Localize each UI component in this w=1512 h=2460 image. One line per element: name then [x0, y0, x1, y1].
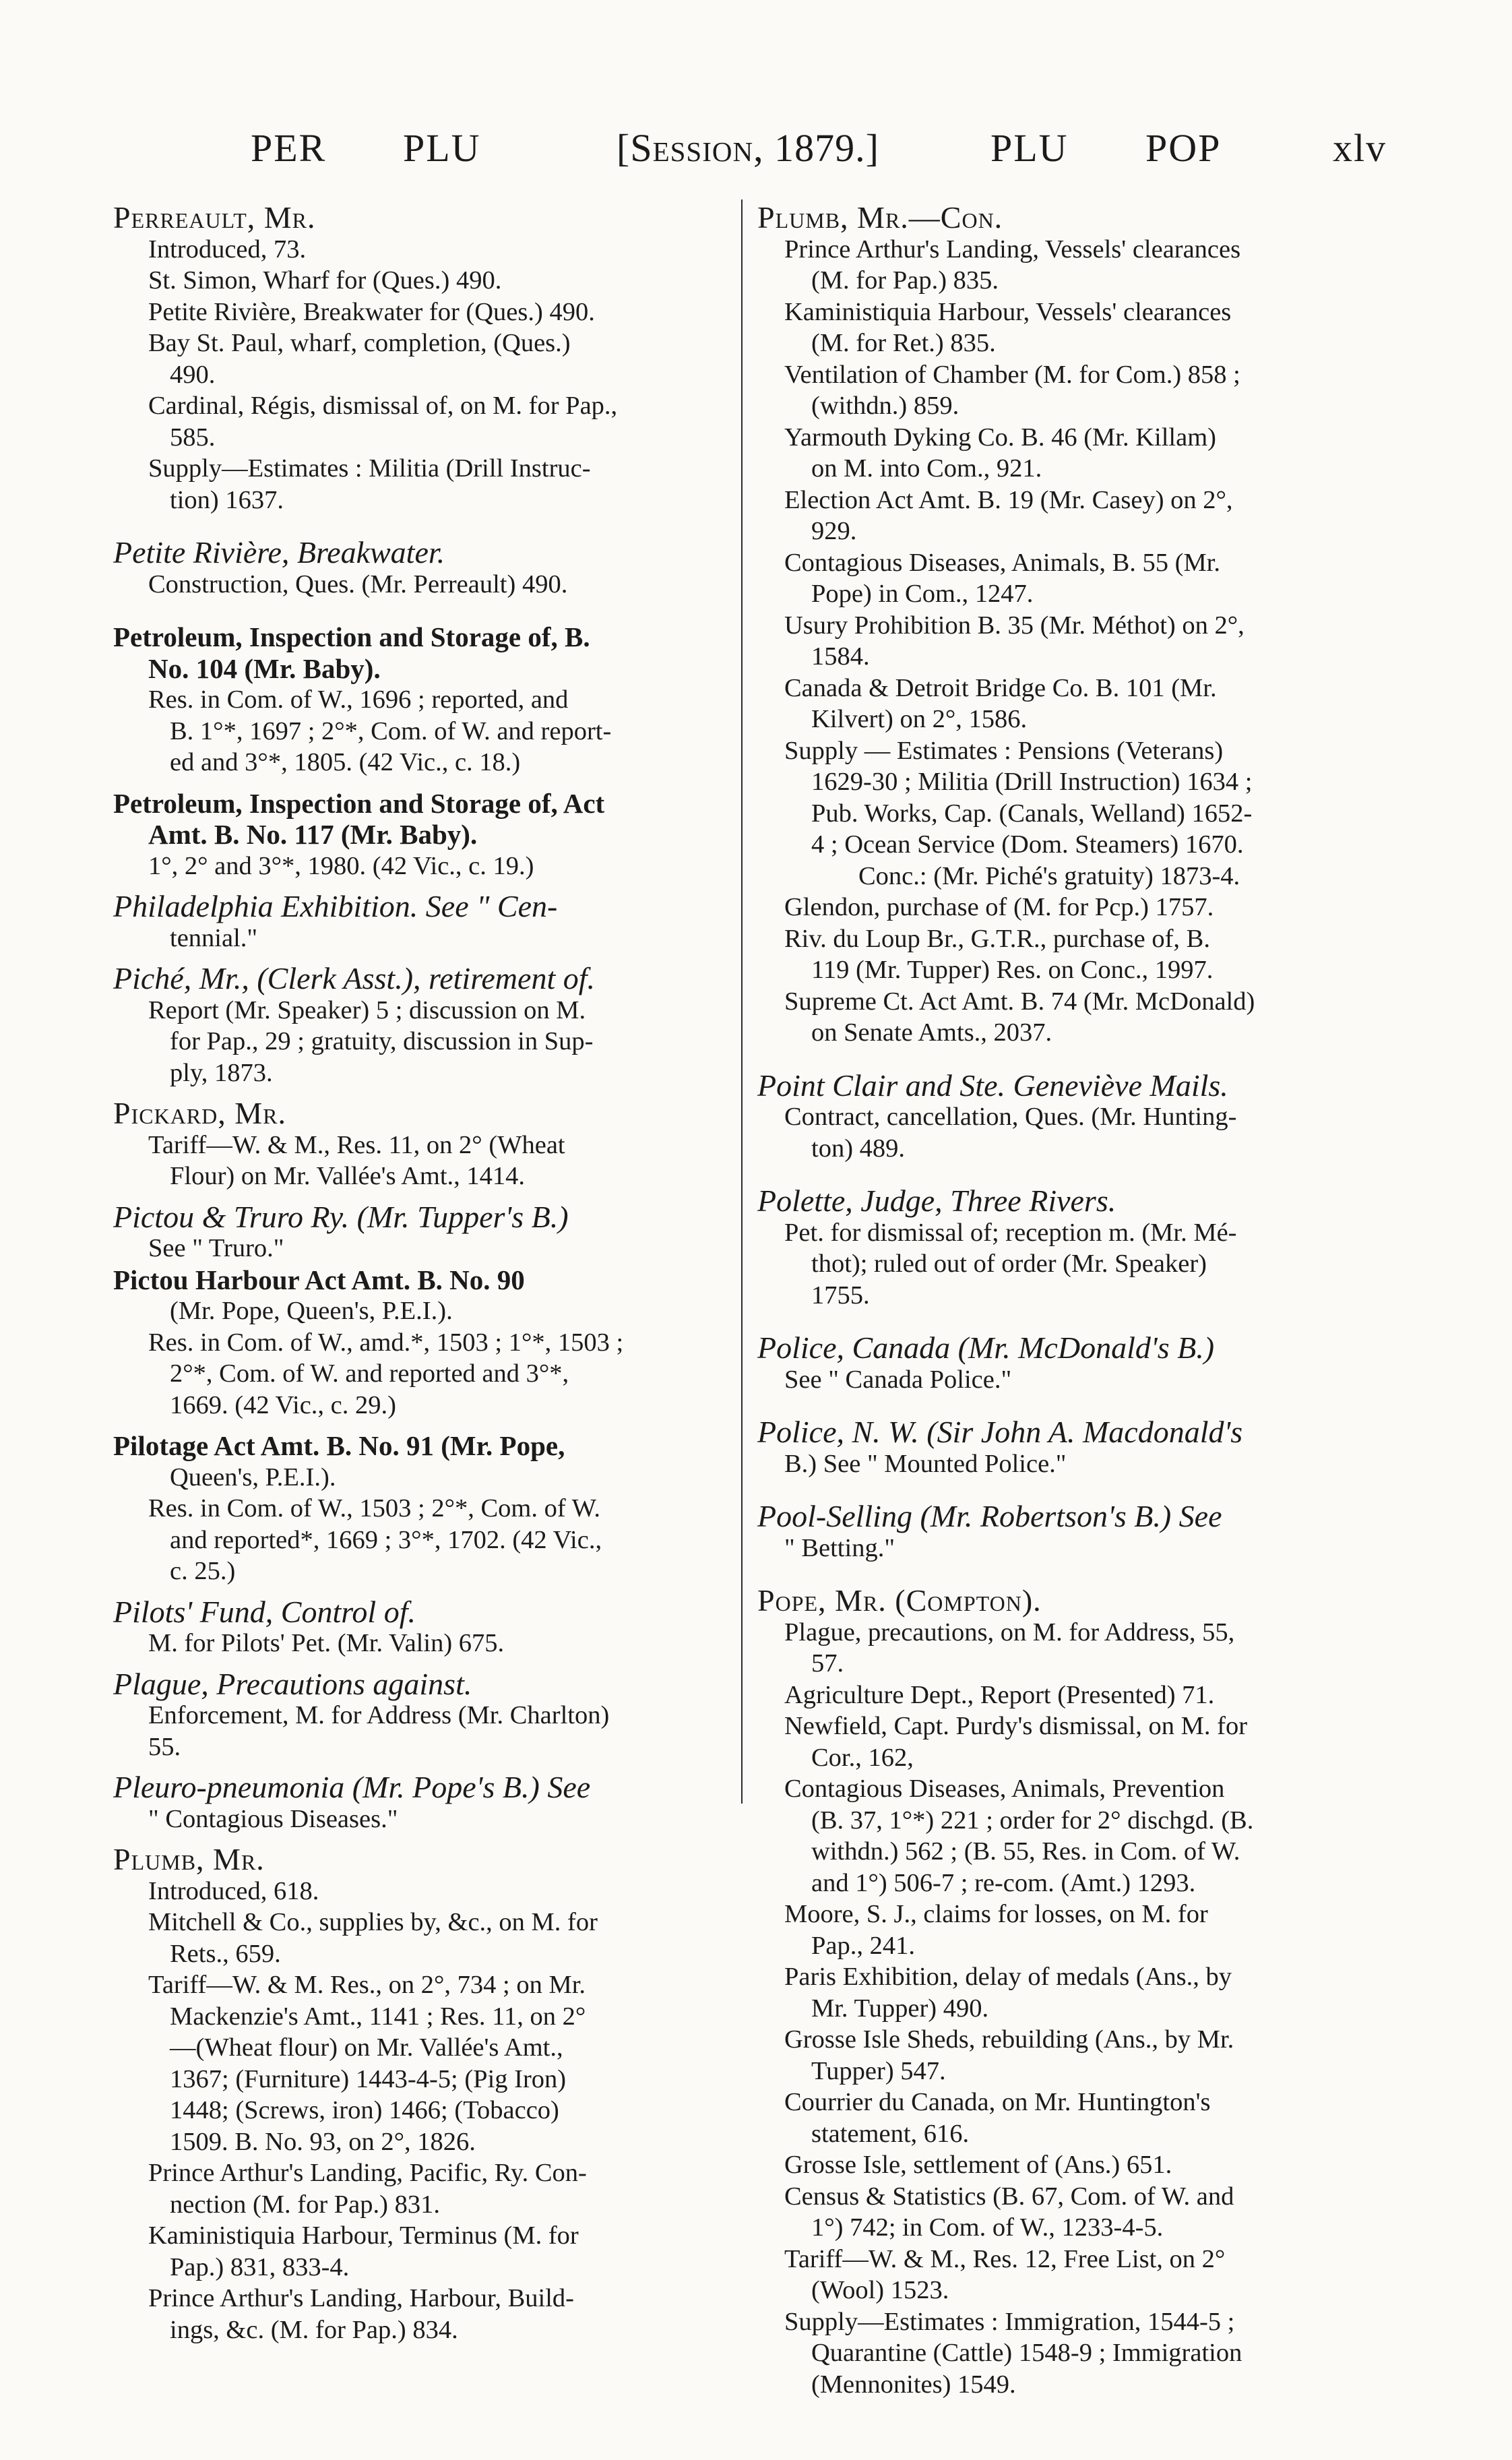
index-entry: Queen's, P.E.I.).: [170, 1463, 336, 1492]
index-entry: (withdn.) 859.: [811, 392, 959, 420]
index-entry: for Pap., 29 ; gratuity, discussion in Sup-: [170, 1027, 594, 1055]
index-entry: Mr. Tupper) 490.: [811, 1994, 989, 2023]
index-heading: Plague, Precautions against.: [113, 1666, 472, 1701]
index-entry: Mitchell & Co., supplies by, &c., on M. for: [148, 1908, 598, 1936]
index-entry: Tupper) 547.: [811, 2056, 946, 2085]
index-entry: Tariff—W. & M. Res., on 2°, 734 ; on Mr.: [148, 1971, 586, 1999]
index-entry: 119 (Mr. Tupper) Res. on Conc., 1997.: [811, 956, 1214, 984]
index-entry: B. 1°*, 1697 ; 2°*, Com. of W. and report-: [170, 716, 612, 745]
index-heading: Petroleum, Inspection and Storage of, Act: [113, 787, 605, 819]
index-heading: Point Clair and Ste. Geneviève Mails.: [757, 1068, 1228, 1103]
index-entry: ton) 489.: [811, 1134, 906, 1163]
index-entry: Report (Mr. Speaker) 5 ; discussion on M.: [148, 995, 586, 1024]
index-heading: Plumb, Mr.—Con.: [757, 200, 1003, 235]
index-entry: 1755.: [811, 1281, 870, 1310]
index-entry: Contract, cancellation, Ques. (Mr. Hunting-: [784, 1103, 1237, 1131]
index-heading: Police, N. W. (Sir John A. Macdonald's: [757, 1415, 1243, 1449]
index-heading: Police, Canada (Mr. McDonald's B.): [757, 1330, 1215, 1365]
index-entry: Pub. Works, Cap. (Canals, Welland) 1652-: [811, 799, 1253, 828]
page-number: xlv: [1333, 126, 1387, 170]
index-entry: Agriculture Dept., Report (Presented) 71.: [784, 1680, 1215, 1709]
index-entry: 1629-30 ; Militia (Drill Instruction) 1634 ;: [811, 768, 1253, 796]
index-entry: Contagious Diseases, Animals, Prevention: [784, 1775, 1225, 1803]
index-entry: Courrier du Canada, on Mr. Huntington's: [784, 2088, 1211, 2116]
index-entry: 585.: [170, 423, 216, 452]
index-heading: Polette, Judge, Three Rivers.: [757, 1183, 1116, 1218]
index-heading: Pictou & Truro Ry. (Mr. Tupper's B.): [113, 1199, 569, 1234]
index-entry: Introduced, 73.: [148, 235, 307, 264]
index-entry: (Mr. Pope, Queen's, P.E.I.).: [170, 1297, 453, 1325]
header-last-word-left: PLU: [403, 126, 481, 170]
index-entry: Flour) on Mr. Vallée's Amt., 1414.: [170, 1162, 526, 1190]
index-entry: nection (M. for Pap.) 831.: [170, 2190, 440, 2219]
index-entry: Pap.) 831, 833-4.: [170, 2252, 350, 2281]
index-entry: Mackenzie's Amt., 1141 ; Res. 11, on 2°: [170, 2002, 586, 2031]
index-entry: Moore, S. J., claims for losses, on M. for: [784, 1900, 1208, 1928]
index-heading: Pool-Selling (Mr. Robertson's B.) See: [757, 1499, 1222, 1533]
index-entry: Riv. du Loup Br., G.T.R., purchase of, B.: [784, 924, 1210, 953]
index-entry: (B. 37, 1°*) 221 ; order for 2° dischgd. (B.: [811, 1806, 1254, 1835]
index-entry: 55.: [148, 1732, 181, 1761]
index-entry: Pope) in Com., 1247.: [811, 580, 1034, 608]
index-entry: Plague, precautions, on M. for Address, 55,: [784, 1618, 1235, 1647]
index-entry: Cor., 162,: [811, 1743, 914, 1772]
index-entry: 1°) 742; in Com. of W., 1233-4-5.: [811, 2213, 1164, 2242]
index-entry: Res. in Com. of W., 1503 ; 2°*, Com. of W.: [148, 1494, 601, 1523]
index-entry: 57.: [811, 1649, 844, 1678]
index-entry: Prince Arthur's Landing, Vessels' clearances: [784, 235, 1241, 264]
index-entry: 1584.: [811, 642, 870, 671]
index-heading: Pickard, Mr.: [113, 1096, 286, 1130]
index-entry: Contagious Diseases, Animals, B. 55 (Mr.: [784, 548, 1220, 577]
index-entry: ed and 3°*, 1805. (42 Vic., c. 18.): [170, 748, 521, 776]
index-entry: tennial.": [170, 923, 258, 952]
index-entry: ings, &c. (M. for Pap.) 834.: [170, 2315, 458, 2344]
index-heading: Pope, Mr. (Compton).: [757, 1583, 1042, 1618]
index-entry: and reported*, 1669 ; 3°*, 1702. (42 Vic.,: [170, 1525, 602, 1554]
index-entry: on Senate Amts., 2037.: [811, 1018, 1052, 1047]
index-entry: Kilvert) on 2°, 1586.: [811, 705, 1028, 733]
index-entry: 2°*, Com. of W. and reported and 3°*,: [170, 1359, 569, 1388]
column-divider: [741, 199, 743, 1804]
index-entry: Election Act Amt. B. 19 (Mr. Casey) on 2°,: [784, 485, 1233, 514]
index-entry: See " Canada Police.": [784, 1365, 1012, 1394]
index-column-left: [113, 202, 733, 2345]
index-entry: (M. for Pap.) 835.: [811, 266, 999, 295]
index-entry: Census & Statistics (B. 67, Com. of W. and: [784, 2182, 1234, 2211]
index-entry: Glendon, purchase of (M. for Pcp.) 1757.: [784, 893, 1214, 921]
running-header: [0, 125, 1512, 172]
index-entry: Rets., 659.: [170, 1939, 281, 1968]
index-entry: c. 25.): [170, 1557, 236, 1585]
index-heading: Philadelphia Exhibition. See " Cen-: [113, 889, 558, 923]
index-entry: —(Wheat flour) on Mr. Vallée's Amt.,: [170, 2033, 563, 2062]
index-entry: Pap., 241.: [811, 1931, 915, 1960]
index-entry: Supreme Ct. Act Amt. B. 74 (Mr. McDonald): [784, 987, 1255, 1016]
index-entry: thot); ruled out of order (Mr. Speaker): [811, 1250, 1207, 1278]
index-entry: Enforcement, M. for Address (Mr. Charlton): [148, 1701, 610, 1729]
index-column-right: [757, 202, 1384, 2400]
index-entry: Res. in Com. of W., 1696 ; reported, and: [148, 685, 569, 714]
header-session: [Session, 1879.]: [617, 126, 879, 170]
index-entry: Ventilation of Chamber (M. for Com.) 858 ;: [784, 360, 1240, 389]
index-entry: Usury Prohibition B. 35 (Mr. Méthot) on 2°,: [784, 611, 1245, 640]
index-heading: Pictou Harbour Act Amt. B. No. 90: [113, 1264, 525, 1295]
index-entry: " Betting.": [784, 1533, 895, 1562]
index-entry: Conc.: (Mr. Piché's gratuity) 1873-4.: [858, 861, 1240, 890]
index-heading: Petroleum, Inspection and Storage of, B.: [113, 621, 590, 652]
index-entry: See " Truro.": [148, 1234, 284, 1262]
index-entry: and 1°) 506-7 ; re-com. (Amt.) 1293.: [811, 1868, 1196, 1897]
index-entry: Supply — Estimates : Pensions (Veterans): [784, 736, 1224, 765]
index-entry: 1448; (Screws, iron) 1466; (Tobacco): [170, 2096, 559, 2124]
index-entry: Quarantine (Cattle) 1548-9 ; Immigration: [811, 2339, 1242, 2367]
index-entry: Kaministiquia Harbour, Vessels' clearances: [784, 297, 1232, 326]
index-entry: 1367; (Furniture) 1443-4-5; (Pig Iron): [170, 2064, 567, 2093]
index-entry: tion) 1637.: [170, 485, 284, 514]
index-entry: Bay St. Paul, wharf, completion, (Ques.): [148, 329, 571, 357]
index-entry: Petite Rivière, Breakwater for (Ques.) 490.: [148, 297, 595, 326]
index-entry: Introduced, 618.: [148, 1876, 319, 1905]
index-entry: Canada & Detroit Bridge Co. B. 101 (Mr.: [784, 673, 1217, 702]
index-entry: Prince Arthur's Landing, Harbour, Build-: [148, 2284, 574, 2312]
index-entry: (Mennonites) 1549.: [811, 2370, 1016, 2399]
index-entry: Supply—Estimates : Militia (Drill Instruc-: [148, 454, 591, 483]
index-entry: No. 104 (Mr. Baby).: [148, 652, 381, 684]
header-first-word-right: PLU: [990, 126, 1069, 170]
index-entry: Tariff—W. & M., Res. 11, on 2° (Wheat: [148, 1130, 565, 1159]
index-heading: Plumb, Mr.: [113, 1842, 265, 1876]
index-entry: 4 ; Ocean Service (Dom. Steamers) 1670.: [811, 830, 1244, 859]
index-entry: withdn.) 562 ; (B. 55, Res. in Com. of W.: [811, 1837, 1240, 1866]
index-heading: Pilots' Fund, Control of.: [113, 1594, 416, 1629]
index-entry: 1669. (42 Vic., c. 29.): [170, 1390, 396, 1419]
index-heading: Petite Rivière, Breakwater.: [113, 535, 445, 570]
index-entry: Prince Arthur's Landing, Pacific, Ry. Con-: [148, 2159, 587, 2187]
index-entry: Res. in Com. of W., amd.*, 1503 ; 1°*, 1503 ;: [148, 1328, 624, 1357]
index-entry: 1°, 2° and 3°*, 1980. (42 Vic., c. 19.): [148, 851, 534, 880]
index-entry: Tariff—W. & M., Res. 12, Free List, on 2°: [784, 2244, 1226, 2273]
index-entry: (M. for Ret.) 835.: [811, 329, 996, 357]
index-entry: on M. into Com., 921.: [811, 454, 1042, 483]
index-entry: Paris Exhibition, delay of medals (Ans., by: [784, 1963, 1232, 1991]
header-first-word-left: PER: [251, 126, 327, 170]
index-entry: Grosse Isle, settlement of (Ans.) 651.: [784, 2151, 1172, 2179]
index-entry: Kaministiquia Harbour, Terminus (M. for: [148, 2221, 579, 2250]
index-entry: Pet. for dismissal of; reception m. (Mr. Mé-: [784, 1218, 1237, 1247]
index-entry: " Contagious Diseases.": [148, 1804, 398, 1833]
index-heading: Piché, Mr., (Clerk Asst.), retirement of.: [113, 961, 595, 995]
index-entry: Yarmouth Dyking Co. B. 46 (Mr. Killam): [784, 423, 1216, 452]
index-heading: Pleuro-pneumonia (Mr. Pope's B.) See: [113, 1770, 591, 1804]
index-entry: M. for Pilots' Pet. (Mr. Valin) 675.: [148, 1629, 505, 1657]
index-entry: 929.: [811, 517, 857, 545]
index-heading: Perreault, Mr.: [113, 200, 316, 235]
index-entry: 1509. B. No. 93, on 2°, 1826.: [170, 2127, 476, 2156]
index-entry: 490.: [170, 360, 216, 389]
index-heading: Pilotage Act Amt. B. No. 91 (Mr. Pope,: [113, 1430, 565, 1461]
index-entry: Supply—Estimates : Immigration, 1544-5 ;: [784, 2307, 1235, 2336]
index-entry: Construction, Ques. (Mr. Perreault) 490.: [148, 570, 568, 598]
index-entry: ply, 1873.: [170, 1058, 273, 1087]
index-entry: B.) See " Mounted Police.": [784, 1449, 1067, 1478]
header-last-word-right: POP: [1145, 126, 1222, 170]
index-entry: Newfield, Capt. Purdy's dismissal, on M. for: [784, 1712, 1248, 1740]
index-entry: Cardinal, Régis, dismissal of, on M. for Pap.,: [148, 392, 618, 420]
index-entry: statement, 616.: [811, 2119, 970, 2148]
index-entry: Grosse Isle Sheds, rebuilding (Ans., by Mr.: [784, 2025, 1234, 2054]
index-entry: Amt. B. No. 117 (Mr. Baby).: [148, 819, 478, 850]
index-entry: (Wool) 1523.: [811, 2276, 949, 2304]
index-entry: St. Simon, Wharf for (Ques.) 490.: [148, 266, 502, 295]
